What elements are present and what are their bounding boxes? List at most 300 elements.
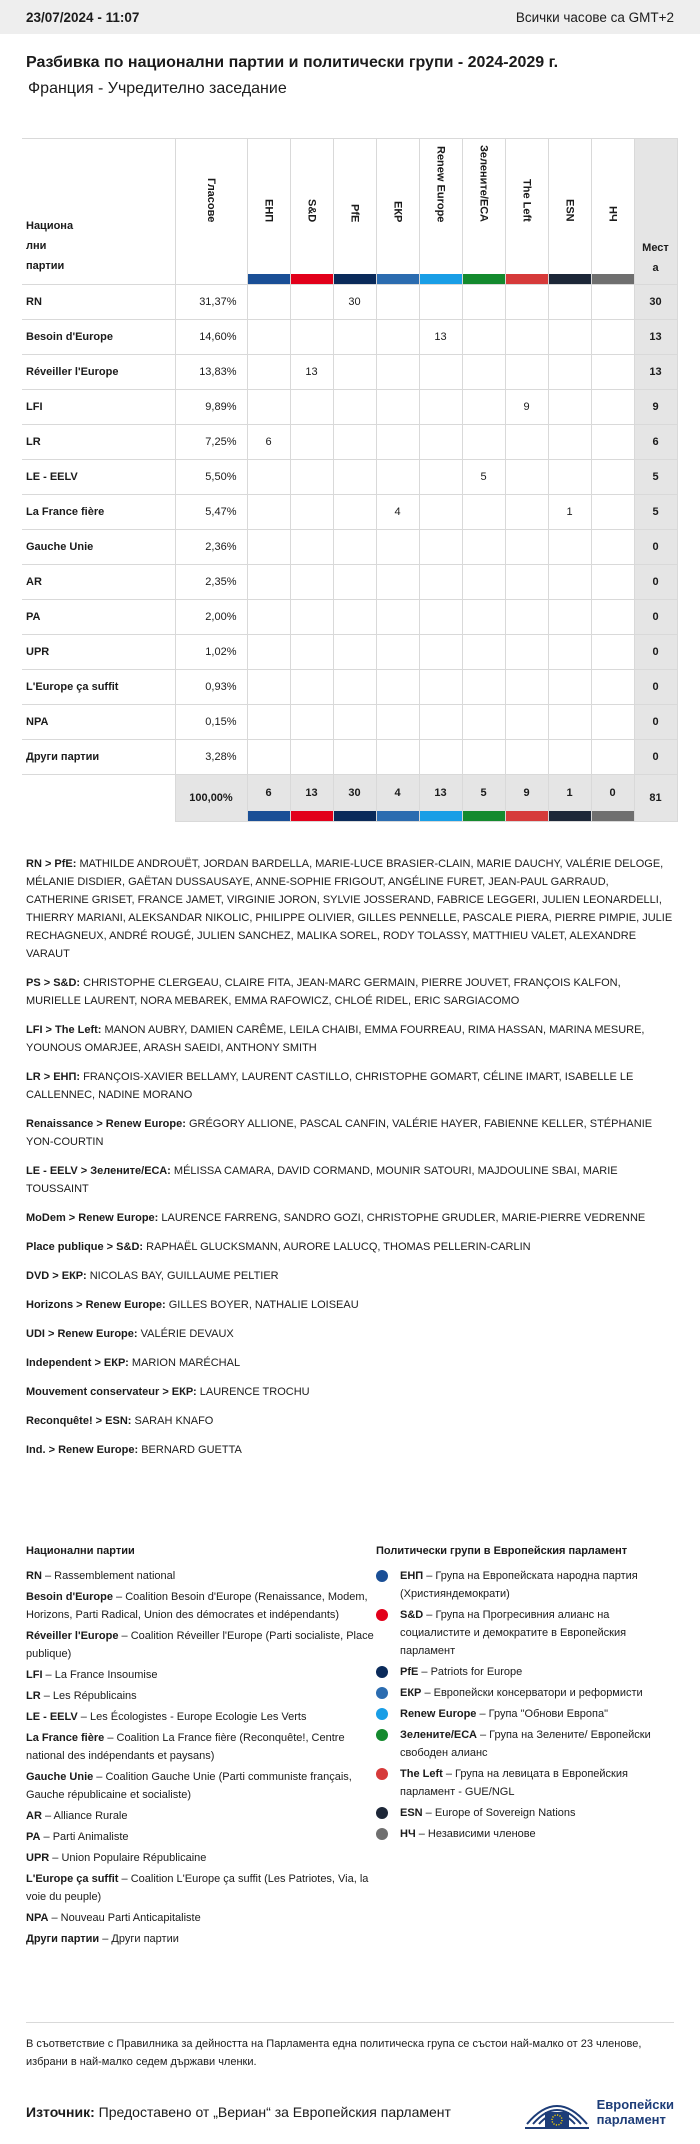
group-seat-count bbox=[548, 355, 591, 390]
group-seat-count bbox=[376, 390, 419, 425]
group-color-bar bbox=[248, 811, 290, 821]
group-column-header bbox=[290, 139, 333, 285]
group-seat-count bbox=[376, 635, 419, 670]
mep-list-heading: Independent > ЕКР: bbox=[26, 1357, 129, 1369]
table-row bbox=[22, 460, 677, 495]
group-color-dot-icon bbox=[376, 1708, 388, 1720]
results-table bbox=[22, 138, 678, 822]
total-seats: 0 bbox=[634, 705, 677, 740]
group-seat-count bbox=[247, 495, 290, 530]
legend-group-abbr: Renew Europe bbox=[400, 1708, 477, 1720]
group-color-bar bbox=[291, 274, 333, 284]
group-total-seats bbox=[247, 775, 290, 822]
group-seat-count bbox=[505, 495, 548, 530]
group-seat-count bbox=[505, 600, 548, 635]
group-seat-count bbox=[462, 565, 505, 600]
group-total-value: 6 bbox=[265, 787, 272, 799]
group-color-dot-icon bbox=[376, 1807, 388, 1819]
group-seat-count bbox=[419, 565, 462, 600]
group-seat-count bbox=[591, 285, 634, 320]
group-seat-count bbox=[548, 530, 591, 565]
group-seat-count bbox=[376, 705, 419, 740]
group-total-seats bbox=[505, 775, 548, 822]
group-seat-count bbox=[462, 670, 505, 705]
group-seat-count bbox=[591, 635, 634, 670]
group-seat-count bbox=[247, 390, 290, 425]
table-row bbox=[22, 320, 677, 355]
legend-group-full: Група на левицата в Европейския парламент - GUE/NGL bbox=[400, 1768, 628, 1798]
group-seat-count: 30 bbox=[333, 285, 376, 320]
group-seat-count bbox=[376, 565, 419, 600]
mep-list-heading: UDI > Renew Europe: bbox=[26, 1328, 138, 1340]
mep-list-names: GILLES BOYER, NATHALIE LOISEAU bbox=[168, 1299, 359, 1311]
group-seat-count bbox=[247, 670, 290, 705]
group-header-label: ЕКР bbox=[391, 200, 404, 222]
legend-group-text: НЧ – Независими членове bbox=[400, 1828, 536, 1840]
mep-list-heading: Ind. > Renew Europe: bbox=[26, 1444, 139, 1456]
legend-party-item: L'Europe ça suffit – Coalition L'Europe ça suffit (Les Patriotes, Via, la voie du peuple) bbox=[26, 1873, 369, 1903]
ep-logo-line2: парламент bbox=[596, 2112, 666, 2127]
mep-list-names: VALÉRIE DEVAUX bbox=[140, 1328, 234, 1340]
mep-list-heading: LE - EELV > Зелените/ЕСА: bbox=[26, 1165, 171, 1177]
legend-party-abbr: Besoin d'Europe bbox=[26, 1591, 113, 1603]
mep-list-item bbox=[26, 974, 674, 1010]
group-seat-count bbox=[591, 355, 634, 390]
legend-group-text: Renew Europe – Група "Обнови Европа" bbox=[400, 1708, 608, 1720]
group-seat-count bbox=[333, 495, 376, 530]
legend-party-item: RN – Rassemblement national bbox=[26, 1570, 176, 1582]
mep-list-item bbox=[26, 1354, 674, 1372]
legend-groups-title: Политически групи в Европейския парламент bbox=[376, 1545, 628, 1557]
mep-list-names: LAURENCE FARRENG, SANDRO GOZI, CHRISTOPHE GRUDLER, MARIE-PIERRE VEDRENNE bbox=[161, 1212, 646, 1224]
group-seat-count bbox=[419, 460, 462, 495]
group-color-bar bbox=[549, 811, 591, 821]
mep-list-item bbox=[26, 1383, 674, 1401]
group-seat-count bbox=[333, 740, 376, 775]
group-seat-count bbox=[419, 635, 462, 670]
legend-party-item: La France fière – Coalition La France fière (Reconquête!, Centre national des indépendants et paysans) bbox=[26, 1732, 345, 1762]
group-header-label: S&D bbox=[305, 198, 318, 222]
legend-party-full: Coalition Gauche Unie (Parti communiste français, Gauche républicaine et socialiste) bbox=[26, 1771, 352, 1801]
group-seat-count bbox=[376, 600, 419, 635]
group-color-dot-icon bbox=[376, 1768, 388, 1780]
page-subtitle: Франция - Учредително заседание bbox=[28, 80, 287, 97]
ep-logo-line1: Европейски bbox=[596, 2097, 674, 2112]
group-seat-count bbox=[290, 670, 333, 705]
legend-group-abbr: S&D bbox=[400, 1609, 424, 1621]
group-total-seats bbox=[548, 775, 591, 822]
legend-party-item: Други партии – Други партии bbox=[26, 1933, 179, 1945]
timezone-note: Всички часове са GMT+2 bbox=[515, 9, 674, 25]
mep-list-heading: Place publique > S&D: bbox=[26, 1241, 144, 1253]
group-color-bar bbox=[291, 811, 333, 821]
mep-list-names: MANON AUBRY, DAMIEN CARÊME, LEILA CHAIBI, EMMA FOURREAU, RIMA HASSAN, MARINA MESURE, YOUNOUS OMARJEE, ARASH SAEIDI, ANTHONY SMITH bbox=[26, 1024, 645, 1054]
group-seat-count: 5 bbox=[462, 460, 505, 495]
table-row bbox=[22, 530, 677, 565]
group-seat-count bbox=[462, 740, 505, 775]
group-seat-count bbox=[290, 425, 333, 460]
group-seat-count bbox=[376, 670, 419, 705]
legend-parties-title: Национални партии bbox=[26, 1545, 135, 1557]
mep-list-names: LAURENCE TROCHU bbox=[199, 1386, 310, 1398]
party-name: Besoin d'Europe bbox=[22, 320, 175, 355]
table-row bbox=[22, 635, 677, 670]
group-seat-count bbox=[548, 600, 591, 635]
group-header-label: ESN bbox=[563, 199, 576, 222]
legend-party-full: La France Insoumise bbox=[54, 1669, 158, 1681]
mep-list-heading: DVD > ЕКР: bbox=[26, 1270, 87, 1282]
group-color-dot-icon bbox=[376, 1828, 388, 1840]
group-seat-count bbox=[247, 705, 290, 740]
legend-group-item bbox=[376, 1606, 676, 1660]
group-color-bar bbox=[248, 274, 290, 284]
group-color-bar bbox=[506, 274, 548, 284]
mep-list-item bbox=[26, 1267, 674, 1285]
ep-logo-text bbox=[597, 2097, 674, 2127]
group-seat-count bbox=[505, 320, 548, 355]
group-seat-count bbox=[591, 390, 634, 425]
legend-group-text: The Left – Група на левицата в Европейския парламент - GUE/NGL bbox=[400, 1768, 628, 1798]
legend-group-abbr: Зелените/ЕСА bbox=[400, 1729, 477, 1741]
group-column-header bbox=[462, 139, 505, 285]
group-seat-count bbox=[548, 425, 591, 460]
group-seat-count bbox=[591, 460, 634, 495]
group-color-dot-icon bbox=[376, 1570, 388, 1582]
group-color-dot-icon bbox=[376, 1687, 388, 1699]
group-seat-count bbox=[290, 600, 333, 635]
legend-group-abbr: ESN bbox=[400, 1807, 423, 1819]
legend-group-text: ЕКР – Европейски консерватори и реформисти bbox=[400, 1687, 643, 1699]
group-total-value: 30 bbox=[348, 787, 361, 799]
group-seat-count bbox=[591, 565, 634, 600]
legend-group-item bbox=[376, 1804, 676, 1822]
group-seat-count bbox=[419, 425, 462, 460]
group-color-bar bbox=[463, 811, 505, 821]
party-name: UPR bbox=[22, 635, 175, 670]
group-total-seats bbox=[419, 775, 462, 822]
legend-group-item bbox=[376, 1726, 676, 1762]
group-header-label: The Left bbox=[520, 179, 533, 222]
group-total-value: 9 bbox=[523, 787, 530, 799]
mep-list-names: GRÉGORY ALLIONE, PASCAL CANFIN, VALÉRIE HAYER, FABIENNE KELLER, STÉPHANIE YON-COURTIN bbox=[26, 1118, 653, 1148]
mep-list-item bbox=[26, 1209, 674, 1227]
mep-list-heading: Horizons > Renew Europe: bbox=[26, 1299, 166, 1311]
table-row bbox=[22, 705, 677, 740]
source bbox=[26, 2104, 451, 2120]
legend-party-abbr: Други партии bbox=[26, 1933, 100, 1945]
group-seat-count bbox=[247, 320, 290, 355]
vote-share: 0,15% bbox=[175, 705, 247, 740]
group-total-value: 1 bbox=[566, 787, 573, 799]
group-seat-count bbox=[419, 285, 462, 320]
group-seat-count bbox=[548, 390, 591, 425]
group-seat-count bbox=[333, 320, 376, 355]
total-seats: 13 bbox=[634, 355, 677, 390]
group-seat-count bbox=[548, 670, 591, 705]
mep-list-heading: Reconquête! > ESN: bbox=[26, 1415, 132, 1427]
legend-group-text: PfE – Patriots for Europe bbox=[400, 1666, 523, 1678]
mep-list-names: BERNARD GUETTA bbox=[141, 1444, 242, 1456]
legend-party-full: Coalition Réveiller l'Europe (Parti socialiste, Place publique) bbox=[26, 1630, 374, 1660]
legend-party-abbr: PA bbox=[26, 1831, 41, 1843]
table-row bbox=[22, 740, 677, 775]
group-header-label: ЕНП bbox=[262, 198, 275, 222]
group-column-header bbox=[376, 139, 419, 285]
group-seat-count: 13 bbox=[290, 355, 333, 390]
group-seat-count: 6 bbox=[247, 425, 290, 460]
legend-group-full: Група на Зелените/ Европейски свободен алианс bbox=[400, 1729, 651, 1759]
mep-list-heading: Mouvement conservateur > ЕКР: bbox=[26, 1386, 197, 1398]
total-seats: 6 bbox=[634, 425, 677, 460]
legend-party-full: Coalition Besoin d'Europe (Renaissance, Modem, Horizons, Parti Radical, Union des démocrates et indépendants) bbox=[26, 1591, 368, 1621]
vote-share: 7,25% bbox=[175, 425, 247, 460]
group-seat-count bbox=[376, 285, 419, 320]
legend bbox=[26, 1545, 676, 1951]
legend-party-abbr: Réveiller l'Europe bbox=[26, 1630, 119, 1642]
group-seat-count bbox=[290, 495, 333, 530]
total-seats: 0 bbox=[634, 635, 677, 670]
group-seat-count bbox=[462, 390, 505, 425]
legend-group-full: Europe of Sovereign Nations bbox=[434, 1807, 576, 1819]
group-seat-count bbox=[247, 600, 290, 635]
group-seat-count bbox=[505, 285, 548, 320]
party-name: Други партии bbox=[22, 740, 175, 775]
group-seat-count bbox=[290, 705, 333, 740]
group-color-dot-icon bbox=[376, 1729, 388, 1741]
group-seat-count bbox=[505, 530, 548, 565]
group-color-dot-icon bbox=[376, 1666, 388, 1678]
party-name: L'Europe ça suffit bbox=[22, 670, 175, 705]
group-seat-count bbox=[376, 460, 419, 495]
group-total-value: 0 bbox=[609, 787, 616, 799]
group-seat-count bbox=[419, 530, 462, 565]
group-seat-count bbox=[591, 495, 634, 530]
legend-party-abbr: LFI bbox=[26, 1669, 43, 1681]
legend-party-item: LE - EELV – Les Écologistes - Europe Ecologie Les Verts bbox=[26, 1711, 307, 1723]
group-seat-count: 4 bbox=[376, 495, 419, 530]
legend-party-full: Coalition La France fière (Reconquête!, Centre national des indépendants et paysans) bbox=[26, 1732, 345, 1762]
group-seat-count bbox=[591, 705, 634, 740]
party-name: Gauche Unie bbox=[22, 530, 175, 565]
legend-party-full: Rassemblement national bbox=[54, 1570, 176, 1582]
group-seat-count: 13 bbox=[419, 320, 462, 355]
legend-party-full: Parti Animaliste bbox=[52, 1831, 129, 1843]
group-seat-count bbox=[247, 530, 290, 565]
group-seat-count bbox=[376, 425, 419, 460]
mep-lists bbox=[26, 855, 674, 1470]
mep-list-item bbox=[26, 1238, 674, 1256]
legend-party-full: Union Populaire Républicaine bbox=[61, 1852, 207, 1864]
legend-group-text: ESN – Europe of Sovereign Nations bbox=[400, 1807, 576, 1819]
party-name: RN bbox=[22, 285, 175, 320]
group-header-label: PfE bbox=[348, 203, 361, 222]
table-row bbox=[22, 600, 677, 635]
legend-group-item bbox=[376, 1663, 676, 1681]
mep-list-item bbox=[26, 855, 674, 963]
mep-list-item bbox=[26, 1325, 674, 1343]
legend-party-abbr: RN bbox=[26, 1570, 42, 1582]
party-name: PA bbox=[22, 600, 175, 635]
group-seat-count bbox=[591, 740, 634, 775]
group-color-bar bbox=[463, 274, 505, 284]
legend-party-abbr: La France fière bbox=[26, 1732, 105, 1744]
mep-list-item bbox=[26, 1441, 674, 1459]
vote-share: 5,47% bbox=[175, 495, 247, 530]
group-color-bar bbox=[377, 274, 419, 284]
mep-list-heading: RN > PfE: bbox=[26, 858, 77, 870]
group-seat-count bbox=[247, 740, 290, 775]
group-seat-count bbox=[290, 320, 333, 355]
mep-list-heading: Renaissance > Renew Europe: bbox=[26, 1118, 186, 1130]
total-seats: 5 bbox=[634, 460, 677, 495]
group-seat-count bbox=[290, 285, 333, 320]
group-seat-count bbox=[462, 530, 505, 565]
vote-share: 14,60% bbox=[175, 320, 247, 355]
mep-list-item bbox=[26, 1021, 674, 1057]
party-name: NPA bbox=[22, 705, 175, 740]
group-seat-count bbox=[548, 740, 591, 775]
mep-list-item bbox=[26, 1162, 674, 1198]
total-seats: 0 bbox=[634, 670, 677, 705]
vote-share: 31,37% bbox=[175, 285, 247, 320]
legend-group-text: S&D – Група на Прогресивния алианс на социалистите и демократите в Европейския парламент bbox=[400, 1609, 627, 1657]
mep-list-item bbox=[26, 1296, 674, 1314]
group-seat-count bbox=[505, 425, 548, 460]
legend-group-abbr: The Left bbox=[400, 1768, 443, 1780]
vote-share: 3,28% bbox=[175, 740, 247, 775]
group-seat-count bbox=[333, 530, 376, 565]
group-total-seats bbox=[591, 775, 634, 822]
legend-group-full: Група "Обнови Европа" bbox=[488, 1708, 608, 1720]
total-seats: 0 bbox=[634, 565, 677, 600]
legend-group-item bbox=[376, 1765, 676, 1801]
group-seat-count bbox=[505, 635, 548, 670]
party-name: AR bbox=[22, 565, 175, 600]
group-column-header bbox=[505, 139, 548, 285]
group-seat-count bbox=[419, 740, 462, 775]
group-color-dot-icon bbox=[376, 1609, 388, 1621]
party-name: LR bbox=[22, 425, 175, 460]
group-seat-count bbox=[333, 670, 376, 705]
group-seat-count: 1 bbox=[548, 495, 591, 530]
legend-group-item bbox=[376, 1567, 676, 1603]
group-header-label: Renew Europe bbox=[434, 145, 447, 222]
legend-party-item: Réveiller l'Europe – Coalition Réveiller l'Europe (Parti socialiste, Place publique) bbox=[26, 1630, 374, 1660]
legend-parties bbox=[26, 1545, 376, 1951]
mep-list-names: CHRISTOPHE CLERGEAU, CLAIRE FITA, JEAN-MARC GERMAIN, PIERRE JOUVET, FRANÇOIS KALFON, MURIELLE LAURENT, NORA MEBAREK, EMMA RAFOWICZ, CHLOÉ RIDEL, ERIC SARGIACOMO bbox=[26, 977, 621, 1007]
group-seat-count bbox=[419, 390, 462, 425]
grand-total-seats: 81 bbox=[634, 775, 677, 822]
legend-group-item bbox=[376, 1705, 676, 1723]
group-total-seats bbox=[462, 775, 505, 822]
legend-group-full: Независими членове bbox=[427, 1828, 536, 1840]
legend-party-item: Besoin d'Europe – Coalition Besoin d'Europe (Renaissance, Modem, Horizons, Parti Radical, Union des démocrates et indépendants) bbox=[26, 1591, 368, 1621]
table-row bbox=[22, 285, 677, 320]
seats-column-header: Мест а bbox=[634, 139, 677, 285]
group-seat-count bbox=[333, 425, 376, 460]
group-seat-count bbox=[419, 705, 462, 740]
group-total-value: 4 bbox=[394, 787, 401, 799]
group-color-bar bbox=[549, 274, 591, 284]
total-seats: 13 bbox=[634, 320, 677, 355]
group-seat-count bbox=[462, 285, 505, 320]
legend-group-item bbox=[376, 1684, 676, 1702]
group-seat-count bbox=[376, 740, 419, 775]
group-seat-count bbox=[333, 355, 376, 390]
mep-list-names: MARION MARÉCHAL bbox=[131, 1357, 241, 1369]
group-total-value: 13 bbox=[305, 787, 318, 799]
mep-list-item bbox=[26, 1068, 674, 1104]
legend-party-abbr: UPR bbox=[26, 1852, 50, 1864]
legend-party-full: Coalition L'Europe ça suffit (Les Patriotes, Via, la voie du peuple) bbox=[26, 1873, 369, 1903]
group-seat-count bbox=[290, 740, 333, 775]
table-row bbox=[22, 425, 677, 460]
total-vote-share: 100,00% bbox=[175, 775, 247, 822]
total-seats: 0 bbox=[634, 740, 677, 775]
group-seat-count bbox=[548, 460, 591, 495]
total-seats: 9 bbox=[634, 390, 677, 425]
vote-share: 2,36% bbox=[175, 530, 247, 565]
legend-party-abbr: LE - EELV bbox=[26, 1711, 78, 1723]
votes-header-label: Гласове bbox=[205, 177, 217, 222]
rules-note: В съответствие с Правилника за дейността на Парламента една политическа група се състои най-малко от 23 членове, избрани в най-малко седем държави членки. bbox=[26, 2022, 674, 2071]
group-seat-count bbox=[290, 390, 333, 425]
vote-share: 2,35% bbox=[175, 565, 247, 600]
legend-group-text: Зелените/ЕСА – Група на Зелените/ Европейски свободен алианс bbox=[400, 1729, 651, 1759]
group-seat-count bbox=[376, 530, 419, 565]
group-seat-count bbox=[462, 705, 505, 740]
vote-share: 5,50% bbox=[175, 460, 247, 495]
group-seat-count bbox=[419, 355, 462, 390]
group-color-bar bbox=[420, 811, 462, 821]
legend-party-abbr: Gauche Unie bbox=[26, 1771, 94, 1783]
group-column-header bbox=[419, 139, 462, 285]
group-seat-count bbox=[290, 530, 333, 565]
group-seat-count bbox=[548, 320, 591, 355]
mep-list-item bbox=[26, 1412, 674, 1430]
legend-groups bbox=[376, 1545, 676, 1951]
legend-group-item bbox=[376, 1825, 676, 1843]
group-column-header bbox=[591, 139, 634, 285]
group-seat-count: 9 bbox=[505, 390, 548, 425]
party-name: Réveiller l'Europe bbox=[22, 355, 175, 390]
datetime: 23/07/2024 - 11:07 bbox=[26, 9, 140, 25]
vote-share: 2,00% bbox=[175, 600, 247, 635]
party-name: LE - EELV bbox=[22, 460, 175, 495]
group-seat-count bbox=[505, 460, 548, 495]
legend-party-item: PA – Parti Animaliste bbox=[26, 1831, 129, 1843]
legend-party-abbr: L'Europe ça suffit bbox=[26, 1873, 119, 1885]
party-column-header: Национа лни партии bbox=[22, 139, 175, 285]
source-text: Предоставено от „Вериан“ за Европейския парламент bbox=[98, 2104, 451, 2120]
total-seats: 5 bbox=[634, 495, 677, 530]
group-seat-count bbox=[247, 565, 290, 600]
legend-group-abbr: PfE bbox=[400, 1666, 419, 1678]
vote-share: 0,93% bbox=[175, 670, 247, 705]
group-seat-count bbox=[376, 320, 419, 355]
legend-group-abbr: ЕКР bbox=[400, 1687, 422, 1699]
group-total-seats bbox=[290, 775, 333, 822]
legend-party-item: NPA – Nouveau Parti Anticapitaliste bbox=[26, 1912, 201, 1924]
party-name: La France fière bbox=[22, 495, 175, 530]
vote-share: 9,89% bbox=[175, 390, 247, 425]
group-seat-count bbox=[591, 320, 634, 355]
mep-list-heading: LFI > The Left: bbox=[26, 1024, 102, 1036]
table-row bbox=[22, 390, 677, 425]
mep-list-names: RAPHAËL GLUCKSMANN, AURORE LALUCQ, THOMAS PELLERIN-CARLIN bbox=[146, 1241, 531, 1253]
group-color-bar bbox=[334, 274, 376, 284]
mep-list-item bbox=[26, 1115, 674, 1151]
